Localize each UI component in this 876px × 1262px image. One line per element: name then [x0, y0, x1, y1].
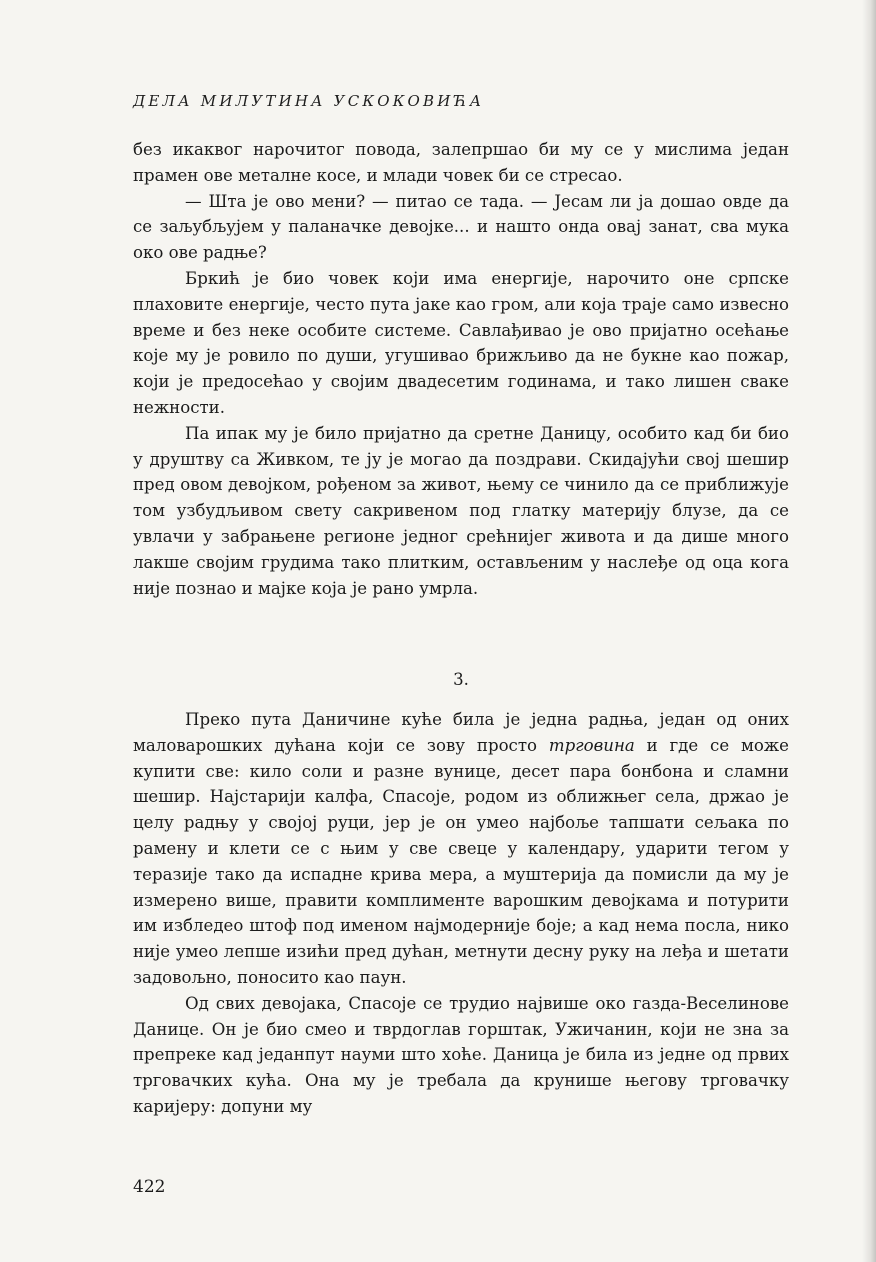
paragraph-dialogue: — Шта је ово мени? — питао се тада. — Јесам ли ја дошао овде да се заљубљујем у паланачке девојке... и нашто онда овај занат, сва мука око ове радње? [133, 191, 789, 263]
page-number: 422 [133, 1177, 166, 1197]
paragraph-danica-greeting: Па ипак му је било пријатно да сретне Даницу, особито кад би био у друштву са Живком, те ју је могао да поздрави. Скидајући свој шешир пред овом девојком, рођеном за живот, њему се чинило да се приближује том узбудљивом свету сакривеном под глатку материју блузе, да се увлачи у забрањене регионе једног срећнијег живота и да дише много лакше својим грудима тако плитким, остављеним у наслеђе од оца кога није познао и мајке која је рано умрла. [133, 423, 789, 598]
text-block-before-section [133, 137, 789, 601]
paragraph-continued: без икаквог нарочитог повода, залепршао би му се у мислима један прамен ове металне косе, и млади човек би се стресао. [133, 140, 789, 185]
text-block-section-3 [133, 707, 789, 1120]
section-number: 3. [453, 670, 469, 689]
page-edge-shadow [862, 0, 876, 1262]
running-head: ДЕЛА МИЛУТИНА УСКОКОВИЋА [133, 92, 485, 110]
paragraph-shop [133, 707, 789, 991]
paragraph-shop-part2: и где се може купити све: кило соли и разне вунице, десет пара бонбона и сламни шешир. Најстарији калфа, Спасоје, родом из оближњег села, држао је целу радњу у својој руци, јер је он умео најбоље тапшати сељака по рамену и клети се с њим у све свеце у календару, ударити тегом у теразије тако да испадне крива мера, а муштерија да помисли да му је измерено више, правити комплименте варошким девојкама и потурити им избледео штоф под именом најмодерније боје; а кад нема посла, нико није умео лепше изићи пред дућан, метнути десну руку на леђа и шетати задовољно, поносито као паун. [133, 735, 789, 987]
paragraph-shop-italic-word: трговина [548, 735, 635, 755]
paragraph-brkic-energy: Бркић је био човек који има енергије, нарочито оне српске плаховите енергије, често пута јаке као гром, али која траје само извесно време и без неке особите системе. Савлађивао је ово пријатно осећање које му је ровило по души, угушивао брижљиво да не букне као пожар, који је предосећао у својим двадесетим годинама, и тако лишен сваке нежности. [133, 268, 789, 417]
paragraph-spasoje: Од свих девојака, Спасоје се трудио највише око газда-Веселинове Данице. Он је био смео и тврдоглав горштак, Ужичанин, који не зна за препреке кад једанпут науми што хоће. Даница је била из једне од првих трговачких кућа. Она му је требала да крунише његову трговачку каријеру: допуни му [133, 993, 789, 1116]
paragraph-shop-part1: Преко пута Даничине куће била је једна радња, један од оних маловарошких дућана који се зову просто [133, 710, 789, 755]
